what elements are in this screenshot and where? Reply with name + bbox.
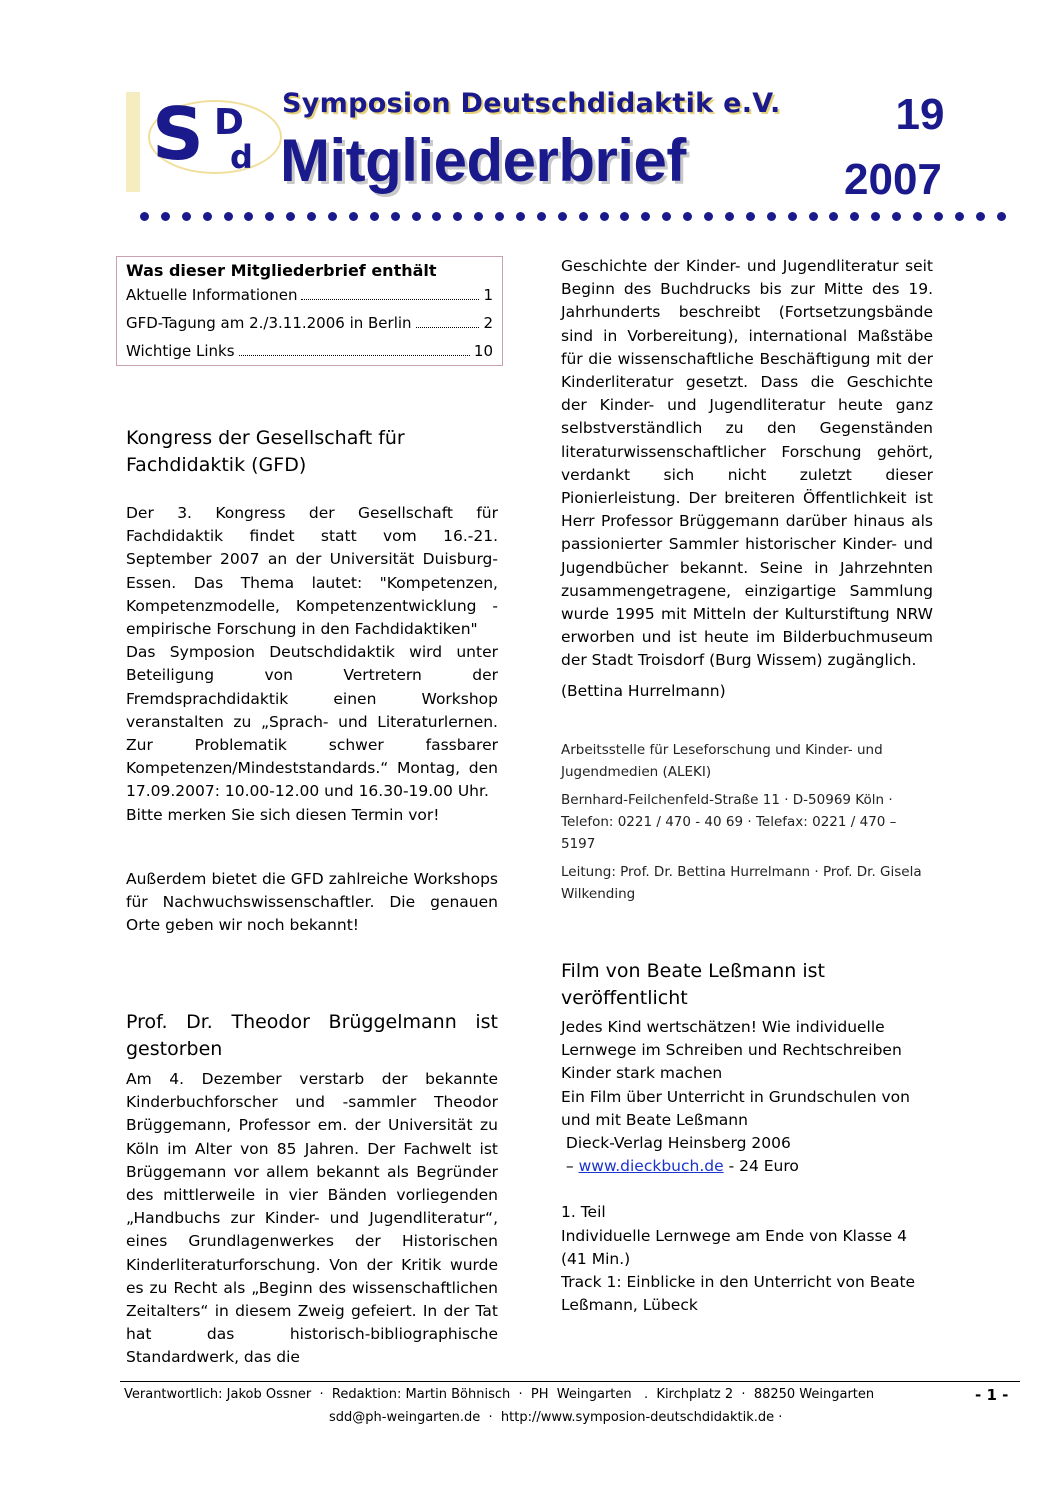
logo-bar xyxy=(126,92,140,192)
divider-dot xyxy=(328,212,337,221)
toc-leader xyxy=(239,355,470,356)
toc-item-label: GFD-Tagung am 2./3.11.2006 in Berlin xyxy=(126,314,412,332)
divider-dot xyxy=(307,212,316,221)
divider-dot xyxy=(662,212,671,221)
toc-item[interactable] xyxy=(126,314,493,342)
footer-imprint: Verantwortlich: Jakob Ossner · Redaktion: Martin Böhnisch · PH Weingarten . Kirchplatz 2 · 88250 Weingarten xyxy=(124,1387,875,1402)
divider-dot xyxy=(537,212,546,221)
film-track: Track 1: Einblicke in den Unterricht von Beate Leßmann, Lübeck xyxy=(561,1273,916,1315)
address-block xyxy=(561,739,927,905)
film-publisher: Dieck-Verlag Heinsberg 2006 xyxy=(561,1134,791,1153)
divider-dot xyxy=(516,212,525,221)
gfd-paragraph-workshops: Außerdem bietet die GFD zahlreiche Workshops für Nachwuchswissenschaftler. Die genauen Orte geben wir noch bekannt! xyxy=(126,870,498,935)
dash: – xyxy=(561,1157,579,1176)
film-title: Jedes Kind wertschätzen! Wie individuelle Lernwege im Schreiben und Rechtschreiben Kinder stark machen xyxy=(561,1018,902,1083)
footer-contact: sdd@ph-weingarten.de · http://www.symposion-deutschdidaktik.de · xyxy=(329,1410,783,1425)
page-number: - 1 - xyxy=(975,1386,1009,1404)
divider-dot xyxy=(349,212,358,221)
gfd-paragraph: Das Symposion Deutschdidaktik wird unter Beteiligung von Vertretern der Fremdsprachdidaktik einen Workshop veranstalten zu „Sprach- und Literaturlernen. Zur Problematik schwer fassbarer Kompetenzen/Mindeststandards.“ Montag, den 17.09.2007: 10.00-12.00 und 16.30-19.00 Uhr. xyxy=(126,643,498,801)
toc-item[interactable] xyxy=(126,286,493,314)
divider-dot xyxy=(934,212,943,221)
author-signature: (Bettina Hurrelmann) xyxy=(561,682,726,700)
toc-item-page: 1 xyxy=(483,286,493,304)
dotted-divider xyxy=(140,212,1006,224)
divider-dot xyxy=(265,212,274,221)
divider-dot xyxy=(182,212,191,221)
toc-item-label: Wichtige Links xyxy=(126,342,235,360)
toc-item-page: 2 xyxy=(483,314,493,332)
brueggelmann-paragraph: Am 4. Dezember verstarb der bekannte Kinderbuchforscher und -sammler Theodor Brüggemann, Professor em. der Universität zu Köln im Alter von 85 Jahren. Der Fachwelt ist Brüggemann vor allem bekannt als Begründer des mittlerweile in vier Bänden vorliegenden „Handbuchs zur Kinder- und Jugendliteratur“, eines Grundlagenwerkes der Historischen Kinderliteraturforschung. Von der Kritik wurde es zu Recht als „Beginn des wissenschaftlichen Zeitalters“ in diesem Zweig gefeiert. In der Tat hat das historisch-bibliographische Standardwerk, das die xyxy=(126,1070,498,1367)
divider-dot xyxy=(641,212,650,221)
divider-dot xyxy=(391,212,400,221)
divider-dot xyxy=(892,212,901,221)
divider-dot xyxy=(161,212,170,221)
film-price: - 24 Euro xyxy=(723,1157,799,1176)
toc-item-page: 10 xyxy=(473,342,493,360)
divider-dot xyxy=(850,212,859,221)
divider-dot xyxy=(579,212,588,221)
divider-dot xyxy=(600,212,609,221)
divider-dot xyxy=(997,212,1006,221)
spacer xyxy=(561,1178,933,1201)
divider-dot xyxy=(286,212,295,221)
divider-dot xyxy=(725,212,734,221)
divider-dot xyxy=(453,212,462,221)
divider-dot xyxy=(767,212,776,221)
divider-dot xyxy=(809,212,818,221)
divider-dot xyxy=(432,212,441,221)
divider-dot xyxy=(203,212,212,221)
divider-dot xyxy=(412,212,421,221)
divider-dot xyxy=(683,212,692,221)
table-of-contents xyxy=(116,256,503,366)
logo-letter-d-lower: d xyxy=(230,138,253,176)
gfd-heading: Kongress der Gesellschaft für Fachdidaktik (GFD) xyxy=(126,427,405,476)
publication-title: Mitgliederbrief xyxy=(280,127,686,194)
divider-dot xyxy=(704,212,713,221)
gfd-body xyxy=(126,502,498,827)
film-body xyxy=(561,1016,933,1317)
brueggelmann-paragraph-continued: Geschichte der Kinder- und Jugendliteratur seit Beginn des Buchdrucks bis zur Mitte des 19. Jahrhunderts beschreibt (Fortsetzungsbände sind in Vorbereitung), international Maßstäbe für die wissenschaftliche Beschäftigung mit der Kinderliteratur gesetzt. Dass die Geschichte der Kinder- und Jugendliteratur heute ganz selbstverständlich zu den Gegenständen literaturwissenschaftlicher Forschung gehört, verdankt sich nicht zuletzt dieser Pionierleistung. Der breiteren Öffentlichkeit ist Herr Professor Brüggemann darüber hinaus als passionierter Sammler historischer Kinder- und Jugendbücher bekannt. Seine in Jahrzehnten zusammengetragene, einzigartige Sammlung wurde 1995 mit Mitteln der Kulturstiftung NRW erworben und ist heute im Bilderbuchmuseum der Stadt Troisdorf (Burg Wissem) zugänglich. xyxy=(561,257,933,670)
divider-dot xyxy=(558,212,567,221)
divider-dot xyxy=(244,212,253,221)
brueggelmann-heading: Prof. Dr. Theodor Brüggelmann ist gestorben xyxy=(126,1011,498,1060)
toc-leader xyxy=(416,327,480,328)
divider-dot xyxy=(788,212,797,221)
divider-dot xyxy=(140,212,149,221)
divider-dot xyxy=(370,212,379,221)
gfd-paragraph: Der 3. Kongress der Gesellschaft für Fachdidaktik findet statt vom 16.-21. September 2007 an der Universität Duisburg-Essen. Das Thema lautet: "Kompetenzen, Kompetenzmodelle, Kompetenzentwicklung - empirische Forschung in den Fachdidaktiken" xyxy=(126,504,498,639)
film-heading: Film von Beate Leßmann ist veröffentlicht xyxy=(561,960,825,1009)
divider-dot xyxy=(474,212,483,221)
toc-leader xyxy=(301,299,479,300)
address-contact: Bernhard-Feilchenfeld-Straße 11 · D-50969 Köln · Telefon: 0221 / 470 - 40 69 · Telefax: 0221 / 470 – 5197 xyxy=(561,792,897,852)
toc-item-label: Aktuelle Informationen xyxy=(126,286,298,304)
film-part-title: Individuelle Lernwege am Ende von Klasse 4 (41 Min.) xyxy=(561,1226,907,1268)
film-description: Ein Film über Unterricht in Grundschulen von und mit Beate Leßmann xyxy=(561,1087,910,1129)
toc-title: Was dieser Mitgliederbrief enthält xyxy=(126,261,437,280)
divider-dot xyxy=(955,212,964,221)
divider-dot xyxy=(829,212,838,221)
divider-dot xyxy=(495,212,504,221)
divider-dot xyxy=(620,212,629,221)
divider-dot xyxy=(224,212,233,221)
logo-letter-s: S xyxy=(152,92,204,176)
logo-letter-d-upper: D xyxy=(214,102,244,143)
divider-dot xyxy=(871,212,880,221)
address-institution: Arbeitsstelle für Leseforschung und Kinder- und Jugendmedien (ALEKI) xyxy=(561,742,883,780)
divider-dot xyxy=(976,212,985,221)
issue-number: 19 xyxy=(895,90,945,139)
address-leadership: Leitung: Prof. Dr. Bettina Hurrelmann · Prof. Dr. Gisela Wilkending xyxy=(561,864,922,902)
dieckbuch-link[interactable]: www.dieckbuch.de xyxy=(578,1157,724,1176)
footer-rule xyxy=(120,1381,1020,1382)
issue-year: 2007 xyxy=(844,155,942,204)
divider-dot xyxy=(913,212,922,221)
toc-item[interactable] xyxy=(126,342,493,370)
org-name: Symposion Deutschdidaktik e.V. xyxy=(282,88,781,119)
divider-dot xyxy=(746,212,755,221)
gfd-paragraph: Bitte merken Sie sich diesen Termin vor! xyxy=(126,805,440,824)
film-order-line xyxy=(561,1155,933,1178)
film-part: 1. Teil xyxy=(561,1203,606,1222)
